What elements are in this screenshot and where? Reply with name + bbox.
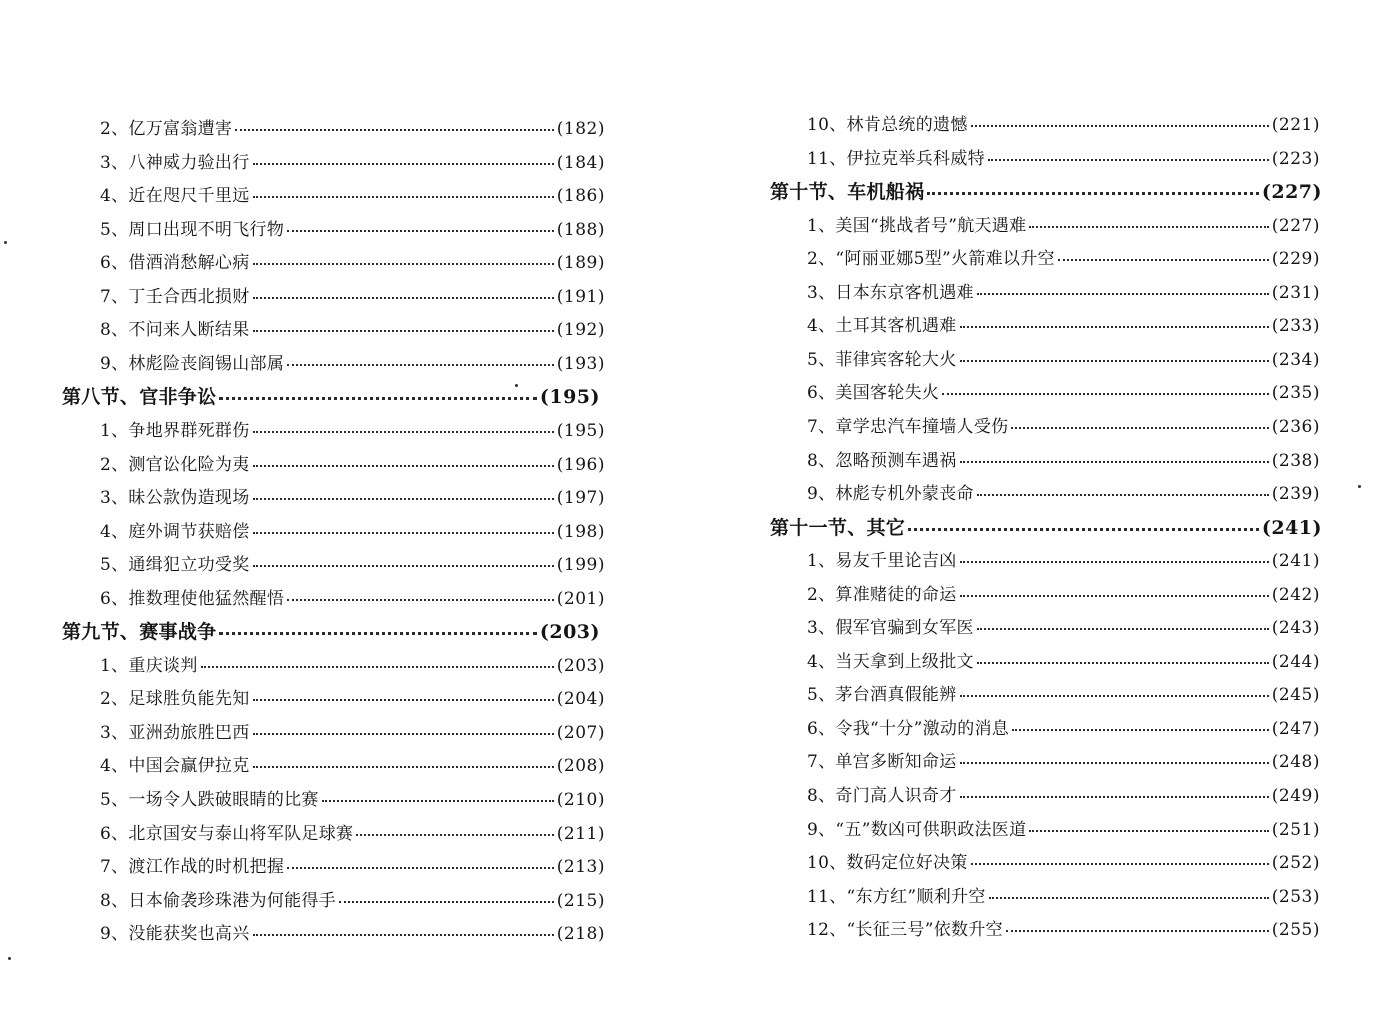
entry-title: 8、不问来人断结果 bbox=[100, 320, 250, 340]
entry-title: 8、奇门高人识奇才 bbox=[807, 786, 957, 806]
entry-title: 3、八神威力验出行 bbox=[100, 153, 250, 173]
dot-leader bbox=[960, 695, 1269, 697]
toc-entry bbox=[100, 483, 605, 508]
page-number: (229) bbox=[1271, 249, 1320, 269]
dot-leader bbox=[960, 360, 1269, 362]
dot-leader bbox=[287, 867, 554, 869]
dot-leader bbox=[960, 461, 1269, 463]
page-number: (249) bbox=[1271, 786, 1320, 806]
toc-entry bbox=[100, 282, 605, 307]
entry-title: 10、林肯总统的遗憾 bbox=[807, 115, 968, 135]
entry-title: 9、林彪险丧阎锡山部属 bbox=[100, 354, 285, 374]
dot-leader bbox=[971, 863, 1269, 865]
toc-entry bbox=[807, 211, 1320, 236]
toc-entry bbox=[807, 110, 1320, 135]
toc-entry bbox=[807, 815, 1320, 840]
entry-title: 2、测官讼化险为夷 bbox=[100, 455, 250, 475]
toc-entry bbox=[807, 781, 1320, 806]
entry-title: 5、菲律宾客轮大火 bbox=[807, 350, 957, 370]
page-number: (197) bbox=[556, 488, 605, 508]
toc-entry bbox=[807, 311, 1320, 336]
toc-entry bbox=[100, 181, 605, 206]
entry-title: 3、假军官骗到女军医 bbox=[807, 618, 974, 638]
page-number: (210) bbox=[556, 790, 605, 810]
page-number: (195) bbox=[539, 386, 600, 408]
toc-entry bbox=[807, 580, 1320, 605]
dot-leader bbox=[322, 800, 554, 802]
page-number: (231) bbox=[1271, 283, 1320, 303]
toc-entry bbox=[100, 819, 605, 844]
entry-title: 8、日本偷袭珍珠港为何能得手 bbox=[100, 891, 337, 911]
entry-title: 4、中国会赢伊拉克 bbox=[100, 756, 250, 776]
dot-leader bbox=[908, 528, 1259, 531]
toc-entry bbox=[100, 315, 605, 340]
dot-leader bbox=[339, 901, 554, 903]
entry-title: 11、伊拉克举兵科威特 bbox=[807, 149, 985, 169]
toc-entry bbox=[100, 651, 605, 676]
dot-leader bbox=[287, 364, 554, 366]
page-number: (233) bbox=[1271, 316, 1320, 336]
entry-title: 7、渡江作战的时机把握 bbox=[100, 857, 285, 877]
left-page bbox=[0, 0, 690, 1017]
toc-entry bbox=[100, 886, 605, 911]
dot-leader bbox=[253, 532, 554, 534]
entry-title: 6、北京国安与泰山将军队足球赛 bbox=[100, 824, 354, 844]
dot-leader bbox=[253, 263, 554, 265]
entry-title: 6、令我“十分”激动的消息 bbox=[807, 719, 1010, 739]
entry-title: 6、美国客轮失火 bbox=[807, 383, 940, 403]
dot-leader bbox=[977, 662, 1269, 664]
page-number: (193) bbox=[556, 354, 605, 374]
dot-leader bbox=[253, 465, 554, 467]
toc-section-heading bbox=[770, 513, 1322, 540]
toc-entry bbox=[807, 412, 1320, 437]
toc-entry bbox=[807, 848, 1320, 873]
entry-title: 4、土耳其客机遇难 bbox=[807, 316, 957, 336]
entry-title: 4、庭外调节获赔偿 bbox=[100, 522, 250, 542]
page-number: (236) bbox=[1271, 417, 1320, 437]
toc-entry bbox=[100, 517, 605, 542]
entry-title: 5、茅台酒真假能辨 bbox=[807, 685, 957, 705]
dot-leader bbox=[1029, 226, 1268, 228]
dot-leader bbox=[253, 163, 554, 165]
dot-leader bbox=[253, 565, 554, 567]
scan-speck bbox=[1358, 485, 1361, 488]
entry-title: 5、通缉犯立功受奖 bbox=[100, 555, 250, 575]
dot-leader bbox=[253, 498, 554, 500]
entry-title: 9、没能获奖也高兴 bbox=[100, 924, 250, 944]
page-number: (227) bbox=[1271, 216, 1320, 236]
toc-entry bbox=[100, 148, 605, 173]
entry-title: 12、“长征三号”依数升空 bbox=[807, 920, 1003, 940]
dot-leader bbox=[960, 561, 1269, 563]
dot-leader bbox=[988, 159, 1269, 161]
page-number: (241) bbox=[1261, 517, 1322, 539]
toc-entry bbox=[100, 349, 605, 374]
entry-title: 3、日本东京客机遇难 bbox=[807, 283, 974, 303]
toc-entry bbox=[807, 882, 1320, 907]
dot-leader bbox=[253, 431, 554, 433]
section-title: 第九节、赛事战争 bbox=[62, 621, 217, 643]
scan-speck bbox=[515, 384, 518, 387]
toc-entry bbox=[100, 450, 605, 475]
toc-section-heading bbox=[62, 382, 600, 409]
entry-title: 1、重庆谈判 bbox=[100, 656, 198, 676]
right-page bbox=[690, 0, 1385, 1017]
page-number: (243) bbox=[1271, 618, 1320, 638]
page-number: (199) bbox=[556, 555, 605, 575]
entry-title: 3、昧公款伪造现场 bbox=[100, 488, 250, 508]
dot-leader bbox=[253, 766, 554, 768]
section-title: 第八节、官非争讼 bbox=[62, 386, 217, 408]
toc-entry bbox=[100, 684, 605, 709]
dot-leader bbox=[977, 293, 1269, 295]
entry-title: 9、林彪专机外蒙丧命 bbox=[807, 484, 974, 504]
toc-entry bbox=[100, 584, 605, 609]
dot-leader bbox=[253, 699, 554, 701]
dot-leader bbox=[219, 397, 536, 400]
toc-entry bbox=[100, 114, 605, 139]
toc-entry bbox=[807, 613, 1320, 638]
toc-entry bbox=[100, 550, 605, 575]
dot-leader bbox=[960, 595, 1269, 597]
dot-leader bbox=[356, 834, 553, 836]
page-number: (238) bbox=[1271, 451, 1320, 471]
toc-entry bbox=[807, 546, 1320, 571]
toc-entry bbox=[100, 215, 605, 240]
toc-entry bbox=[807, 378, 1320, 403]
toc-entry bbox=[807, 144, 1320, 169]
toc-entry bbox=[807, 345, 1320, 370]
dot-leader bbox=[253, 733, 554, 735]
page-number: (247) bbox=[1271, 719, 1320, 739]
page-number: (218) bbox=[556, 924, 605, 944]
toc-entry bbox=[100, 751, 605, 776]
entry-title: 11、“东方红”顺利升空 bbox=[807, 887, 986, 907]
page-number: (235) bbox=[1271, 383, 1320, 403]
entry-title: 5、周口出现不明飞行物 bbox=[100, 220, 285, 240]
dot-leader bbox=[235, 129, 554, 131]
entry-title: 10、数码定位好决策 bbox=[807, 853, 968, 873]
page-number: (253) bbox=[1271, 887, 1320, 907]
dot-leader bbox=[219, 632, 536, 635]
page-number: (208) bbox=[556, 756, 605, 776]
entry-title: 8、忽略预测车遇祸 bbox=[807, 451, 957, 471]
page-number: (211) bbox=[556, 824, 605, 844]
scan-speck bbox=[8, 957, 11, 960]
toc-entry bbox=[807, 680, 1320, 705]
entry-title: 7、丁壬合西北损财 bbox=[100, 287, 250, 307]
toc-entry bbox=[807, 446, 1320, 471]
toc-entry bbox=[100, 416, 605, 441]
dot-leader bbox=[253, 934, 554, 936]
entry-title: 2、亿万富翁遭害 bbox=[100, 119, 233, 139]
entry-title: 1、争地界群死群伤 bbox=[100, 421, 250, 441]
dot-leader bbox=[960, 326, 1269, 328]
toc-entry bbox=[807, 915, 1320, 940]
section-title: 第十一节、其它 bbox=[770, 517, 906, 539]
entry-title: 2、足球胜负能先知 bbox=[100, 689, 250, 709]
page-number: (188) bbox=[556, 220, 605, 240]
dot-leader bbox=[977, 628, 1269, 630]
toc-entry bbox=[100, 919, 605, 944]
page-number: (198) bbox=[556, 522, 605, 542]
entry-title: 1、易友千里论吉凶 bbox=[807, 551, 957, 571]
dot-leader bbox=[942, 393, 1269, 395]
page-number: (184) bbox=[556, 153, 605, 173]
toc-entry bbox=[807, 278, 1320, 303]
entry-title: 6、借酒消愁解心病 bbox=[100, 253, 250, 273]
page-number: (195) bbox=[556, 421, 605, 441]
page-number: (215) bbox=[556, 891, 605, 911]
page-number: (252) bbox=[1271, 853, 1320, 873]
dot-leader bbox=[253, 196, 554, 198]
toc-list-right bbox=[690, 0, 1385, 1017]
page-number: (182) bbox=[556, 119, 605, 139]
page-number: (234) bbox=[1271, 350, 1320, 370]
toc-entry bbox=[807, 714, 1320, 739]
toc-entry bbox=[807, 747, 1320, 772]
dot-leader bbox=[253, 297, 554, 299]
page-number: (255) bbox=[1271, 920, 1320, 940]
page-number: (239) bbox=[1271, 484, 1320, 504]
page-number: (241) bbox=[1271, 551, 1320, 571]
entry-title: 5、一场令人跌破眼睛的比赛 bbox=[100, 790, 319, 810]
page-number: (204) bbox=[556, 689, 605, 709]
entry-title: 2、算准赌徒的命运 bbox=[807, 585, 957, 605]
entry-title: 7、章学忠汽车撞墙人受伤 bbox=[807, 417, 1009, 437]
dot-leader bbox=[960, 762, 1269, 764]
dot-leader bbox=[1058, 259, 1269, 261]
page-number: (201) bbox=[556, 589, 605, 609]
entry-title: 6、推数理使他猛然醒悟 bbox=[100, 589, 285, 609]
page-number: (223) bbox=[1271, 149, 1320, 169]
dot-leader bbox=[287, 230, 554, 232]
page-number: (242) bbox=[1271, 585, 1320, 605]
entry-title: 4、当天拿到上级批文 bbox=[807, 652, 974, 672]
page-number: (189) bbox=[556, 253, 605, 273]
toc-entry bbox=[100, 718, 605, 743]
toc-section-heading bbox=[62, 617, 600, 644]
dot-leader bbox=[971, 125, 1269, 127]
toc-entry bbox=[807, 647, 1320, 672]
entry-title: 7、单宫多断知命运 bbox=[807, 752, 957, 772]
page-number: (227) bbox=[1261, 181, 1322, 203]
page-number: (186) bbox=[556, 186, 605, 206]
entry-title: 1、美国“挑战者号”航天遇难 bbox=[807, 216, 1027, 236]
entry-title: 3、亚洲劲旅胜巴西 bbox=[100, 723, 250, 743]
toc-entry bbox=[100, 248, 605, 273]
dot-leader bbox=[1029, 830, 1268, 832]
section-title: 第十节、车机船祸 bbox=[770, 181, 925, 203]
page-number: (213) bbox=[556, 857, 605, 877]
page-number: (203) bbox=[539, 621, 600, 643]
page-number: (203) bbox=[556, 656, 605, 676]
entry-title: 4、近在咫尺千里远 bbox=[100, 186, 250, 206]
dot-leader bbox=[1012, 729, 1269, 731]
dot-leader bbox=[201, 666, 554, 668]
dot-leader bbox=[1006, 930, 1269, 932]
toc-entry bbox=[100, 785, 605, 810]
dot-leader bbox=[287, 599, 554, 601]
entry-title: 2、“阿丽亚娜5型”火箭难以升空 bbox=[807, 249, 1055, 269]
page-number: (221) bbox=[1271, 115, 1320, 135]
page-number: (207) bbox=[556, 723, 605, 743]
dot-leader bbox=[253, 330, 554, 332]
page-number: (196) bbox=[556, 455, 605, 475]
entry-title: 9、“五”数凶可供职政法医道 bbox=[807, 820, 1027, 840]
dot-leader bbox=[1011, 427, 1268, 429]
toc-entry bbox=[807, 244, 1320, 269]
page-number: (244) bbox=[1271, 652, 1320, 672]
dot-leader bbox=[977, 494, 1269, 496]
toc-entry bbox=[807, 479, 1320, 504]
page-number: (251) bbox=[1271, 820, 1320, 840]
page-number: (192) bbox=[556, 320, 605, 340]
page-number: (191) bbox=[556, 287, 605, 307]
page-number: (248) bbox=[1271, 752, 1320, 772]
page-number: (245) bbox=[1271, 685, 1320, 705]
toc-list-left bbox=[0, 0, 690, 1017]
dot-leader bbox=[960, 796, 1269, 798]
dot-leader bbox=[989, 897, 1269, 899]
dot-leader bbox=[927, 192, 1258, 195]
toc-section-heading bbox=[770, 177, 1322, 204]
scan-speck bbox=[4, 241, 7, 244]
toc-entry bbox=[100, 852, 605, 877]
